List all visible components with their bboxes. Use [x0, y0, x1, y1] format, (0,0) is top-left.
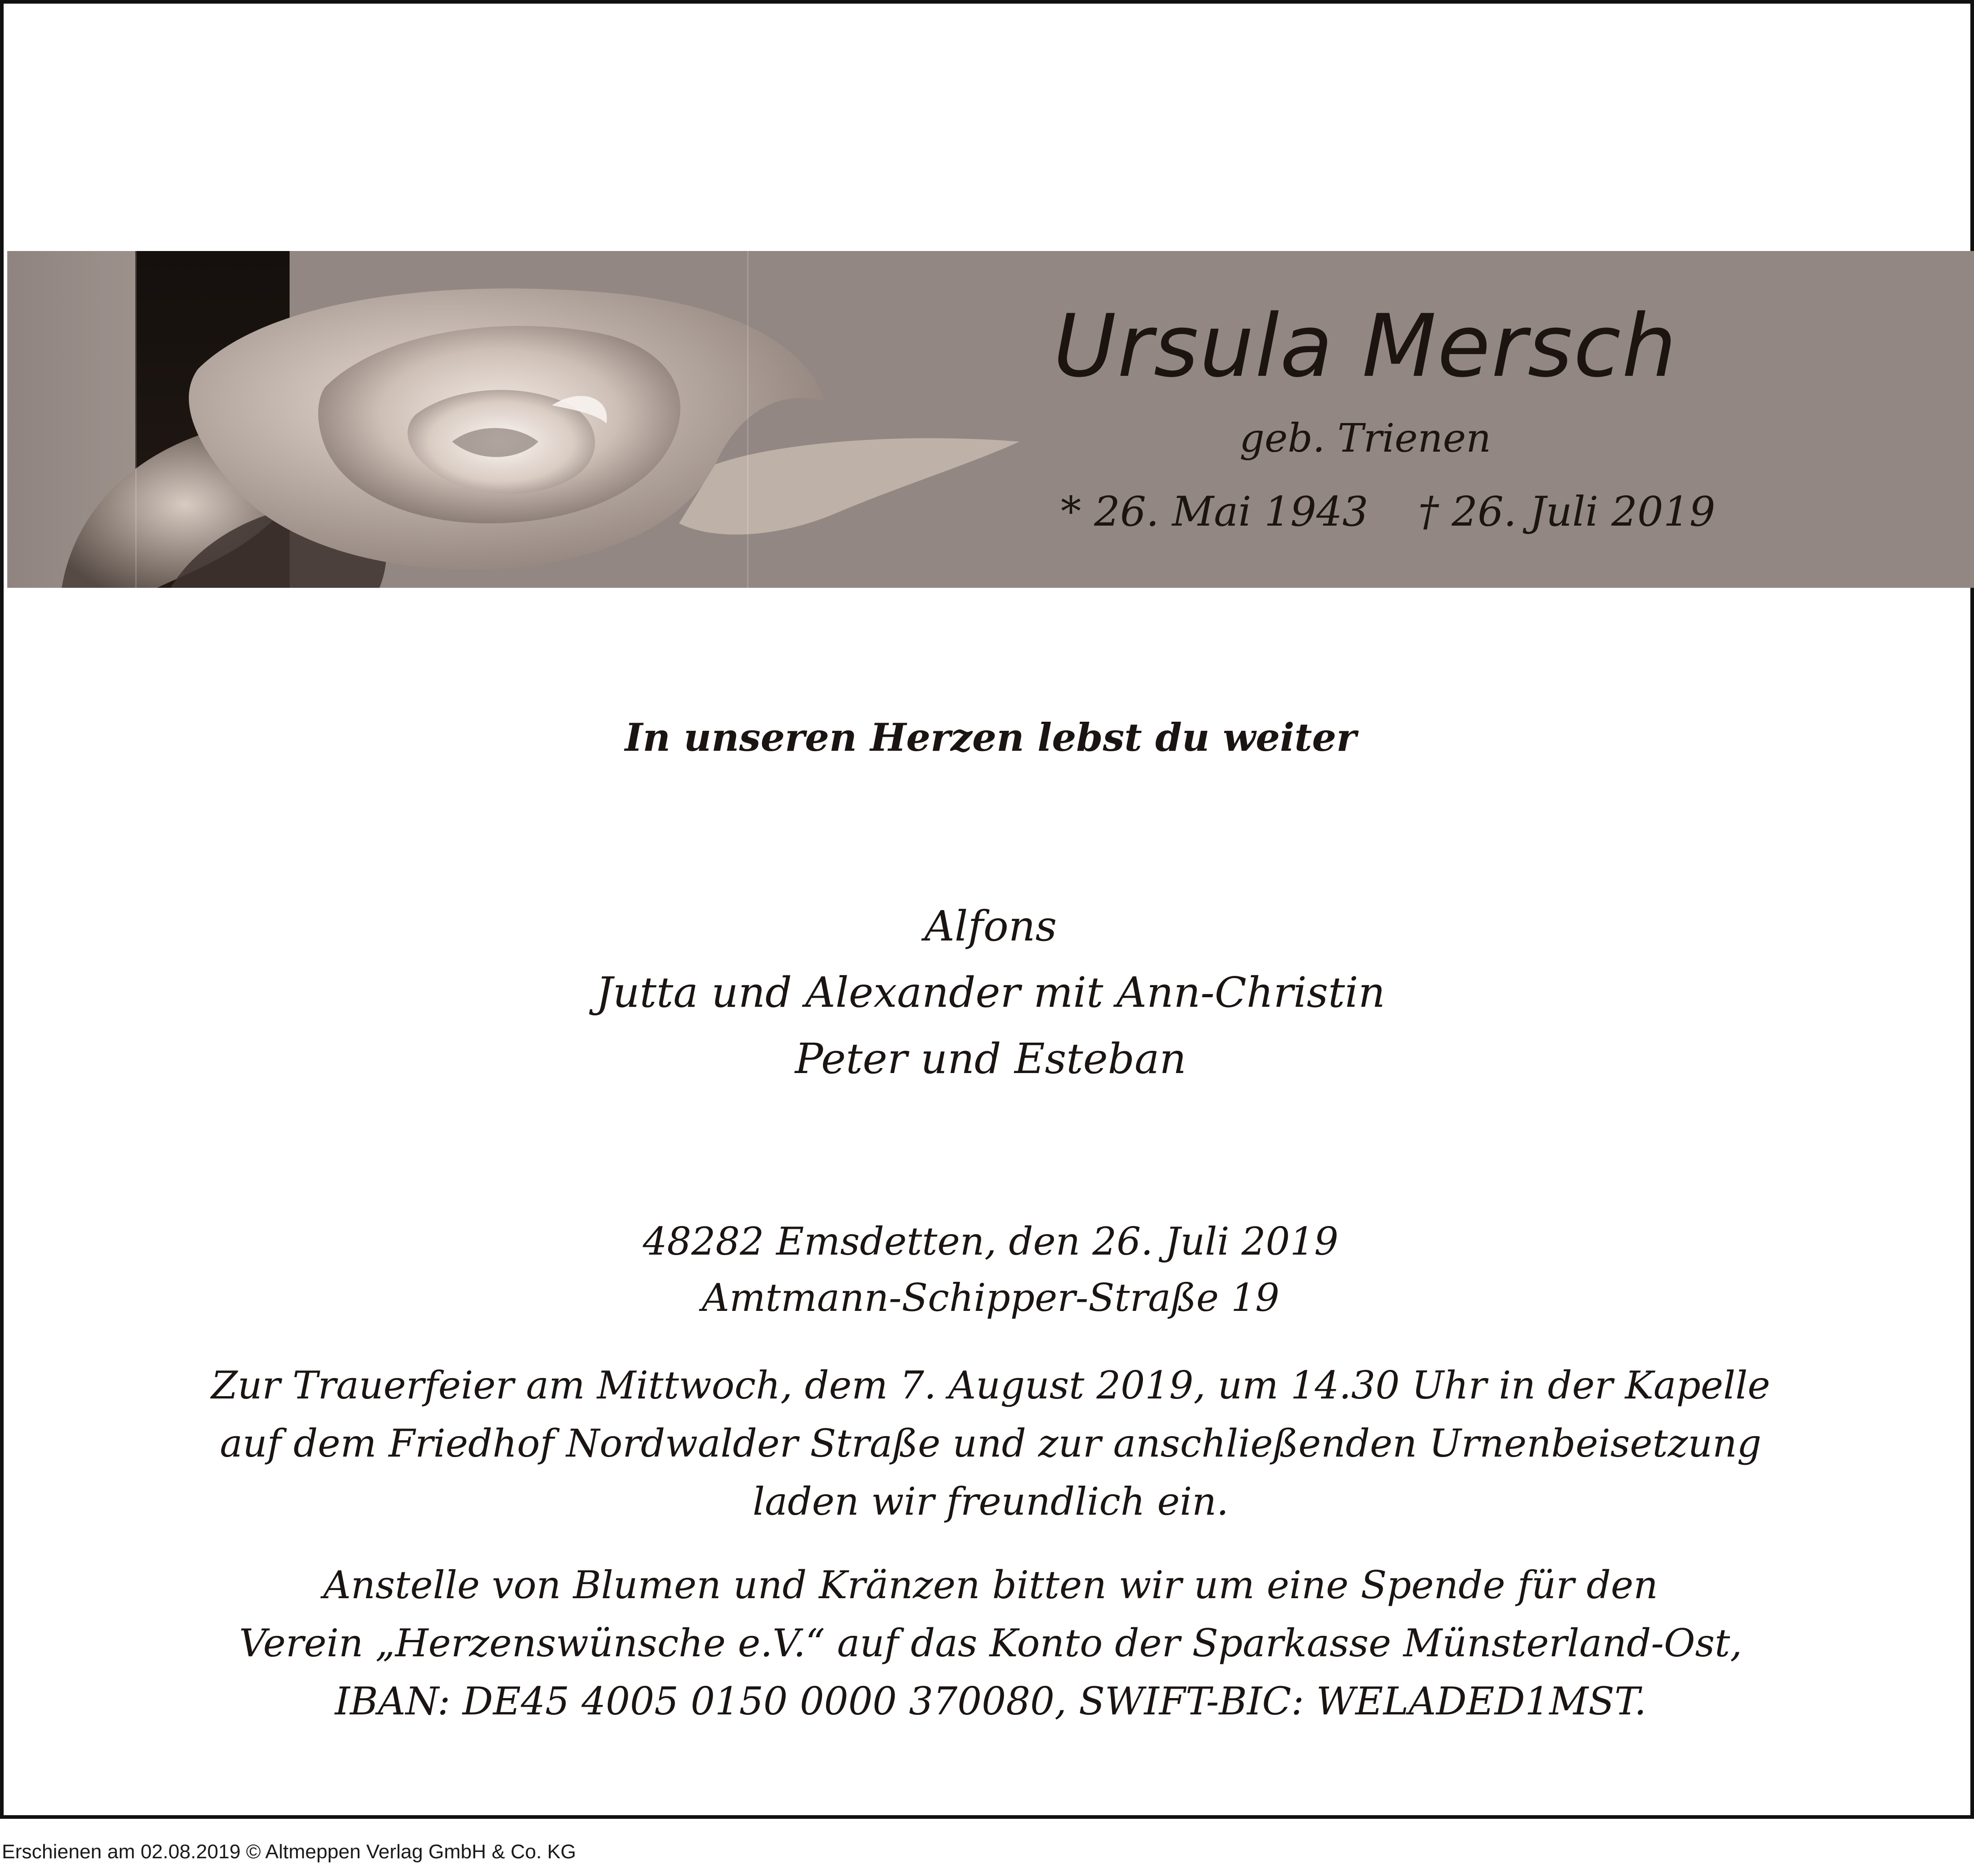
- rose-photo: [7, 251, 1051, 588]
- donation-line: Anstelle von Blumen und Kränzen bitten wir um eine Spende für den: [323, 1563, 1658, 1607]
- mourners-list: [4, 893, 1974, 1092]
- publication-footer: Erschienen am 02.08.2019 © Altmeppen Verlag GmbH & Co. KG: [2, 1841, 576, 1863]
- ceremony-line: Zur Trauerfeier am Mittwoch, dem 7. August 2019, um 14.30 Uhr in der Kapelle: [211, 1363, 1770, 1408]
- banner-divider-left: [135, 251, 137, 588]
- donation-line: Verein „Herzenswünsche e.V.“ auf das Konto der Sparkasse Münsterland-Ost,: [239, 1621, 1743, 1665]
- header-banner: [7, 251, 1974, 588]
- place-and-address: [4, 1213, 1974, 1326]
- deceased-name: Ursula Mersch: [1053, 296, 1678, 396]
- death-date: † 26. Juli 2019: [1418, 488, 1716, 536]
- motto: In unseren Herzen lebst du weiter: [625, 715, 1357, 760]
- donation-line: IBAN: DE45 4005 0150 0000 370080, SWIFT-BIC: WELADED1MST.: [335, 1679, 1647, 1723]
- address: Amtmann-Schipper-Straße 19: [702, 1275, 1280, 1320]
- banner-divider-right: [747, 251, 748, 588]
- maiden-name: geb. Trienen: [1239, 416, 1492, 461]
- mourner-line: Jutta und Alexander mit Ann-Christin: [596, 968, 1385, 1017]
- mourner-line: Alfons: [924, 902, 1057, 950]
- mourner-line: Peter und Esteban: [795, 1034, 1186, 1083]
- ceremony-line: laden wir freundlich ein.: [753, 1479, 1229, 1524]
- ceremony-paragraph: [94, 1356, 1887, 1531]
- life-dates: [1002, 488, 1774, 536]
- place-date: 48282 Emsdetten, den 26. Juli 2019: [643, 1219, 1339, 1264]
- rose-leaf-petal: [679, 438, 1019, 534]
- donation-paragraph: [94, 1556, 1887, 1730]
- ceremony-line: auf dem Friedhof Nordwalder Straße und zur anschließenden Urnenbeisetzung: [220, 1421, 1762, 1466]
- birth-date: * 26. Mai 1943: [1060, 488, 1369, 536]
